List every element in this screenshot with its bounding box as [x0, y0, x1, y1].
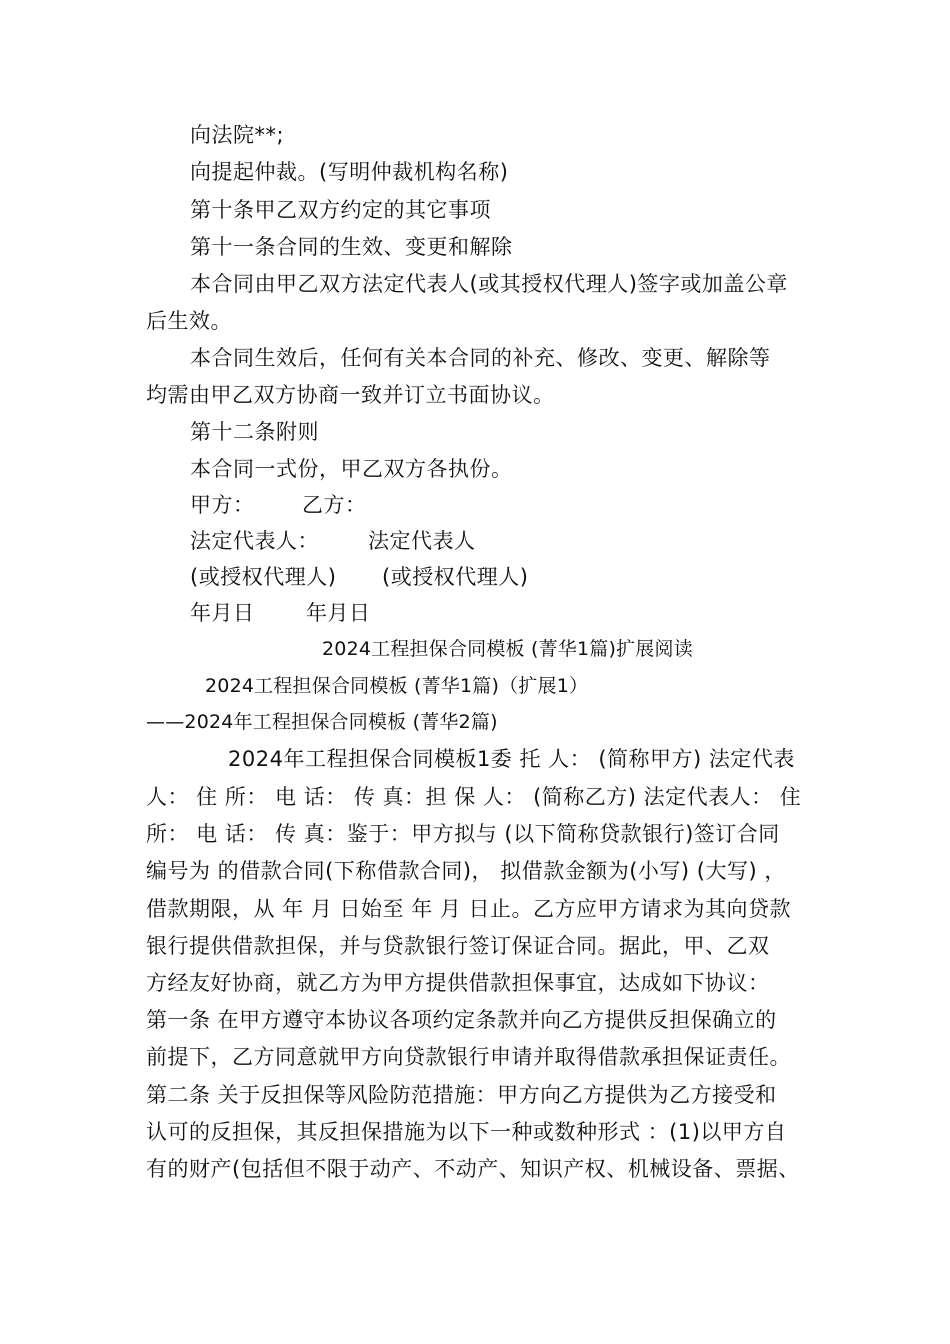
paragraph-line: 本合同生效后，任何有关本合同的补充、修改、变更、解除等 — [190, 346, 771, 370]
extended-reading-subtitle: 2024工程担保合同模板 (菁华1篇)（扩展1） — [205, 675, 589, 697]
paragraph-line: 后生效。 — [146, 309, 232, 333]
representative-a-label: 法定代表人： — [190, 529, 319, 553]
body-line: 银行提供借款担保，并与贷款银行签订保证合同。据此，甲、乙双 — [146, 934, 770, 958]
extended-reading-link: ——2024年工程担保合同模板 (菁华2篇) — [146, 711, 498, 733]
body-line: 借款期限，从 年 月 日始至 年 月 日止。乙方应甲方请求为其向贷款 — [146, 897, 792, 921]
body-line: 所： 电 话： 传 真：鉴于：甲方拟与 (以下简称贷款银行)签订合同 — [146, 822, 780, 846]
paragraph-line: 向提起仲裁。(写明仲裁机构名称) — [190, 160, 509, 184]
agent-b-label: (或授权代理人) — [382, 565, 529, 589]
body-line: 编号为 的借款合同(下称借款合同)， 拟借款金额为(小写) (大写) ， — [146, 859, 786, 883]
extended-reading-title: 2024工程担保合同模板 (菁华1篇)扩展阅读 — [322, 638, 693, 660]
party-a-label: 甲方： — [190, 493, 255, 517]
section-heading: 第十二条附则 — [190, 420, 319, 444]
body-line: 认可的反担保，其反担保措施为以下一种或数种形式 ：(1)以甲方自 — [146, 1120, 787, 1144]
body-line: 有的财产(包括但不限于动产、不动产、知识产权、机械设备、票据、 — [146, 1157, 800, 1181]
paragraph-line: 本合同由甲乙双方法定代表人(或其授权代理人)签字或加盖公章 — [190, 272, 788, 296]
body-line: 人： 住 所： 电 话： 传 真：担 保 人： (简称乙方) 法定代表人： 住 — [146, 785, 802, 809]
agent-a-label: (或授权代理人) — [190, 565, 337, 589]
body-line: 前提下，乙方同意就甲方向贷款银行申请并取得借款承担保证责任。 — [146, 1045, 791, 1069]
date-b-label: 年月日 — [306, 601, 371, 625]
body-line: 2024年工程担保合同模板1委 托 人： (简称甲方) 法定代表 — [228, 747, 795, 771]
section-heading: 第十一条合同的生效、变更和解除 — [190, 235, 513, 259]
section-heading: 第十条甲乙双方约定的其它事项 — [190, 198, 491, 222]
representative-b-label: 法定代表人 — [368, 529, 476, 553]
party-b-label: 乙方： — [302, 493, 367, 517]
paragraph-line: 本合同一式份，甲乙双方各执份。 — [190, 457, 513, 481]
body-line: 第一条 在甲方遵守本协议各项约定条款并向乙方提供反担保确立的 — [146, 1008, 777, 1032]
paragraph-line: 均需由甲乙双方协商一致并订立书面协议。 — [146, 383, 555, 407]
body-line: 第二条 关于反担保等风险防范措施：甲方向乙方提供为乙方接受和 — [146, 1083, 777, 1107]
date-a-label: 年月日 — [190, 601, 255, 625]
body-line: 方经友好协商，就乙方为甲方提供借款担保事宜，达成如下协议： — [146, 971, 770, 995]
paragraph-line: 向法院**; — [190, 123, 285, 147]
